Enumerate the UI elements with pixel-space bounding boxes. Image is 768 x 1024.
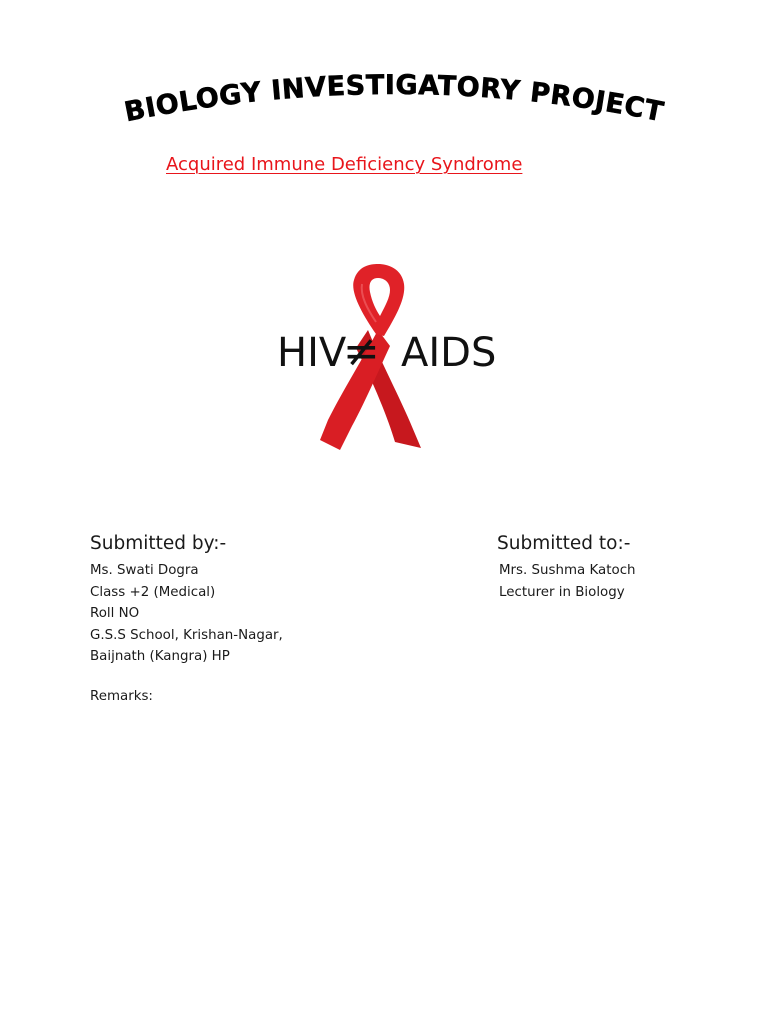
student-class: Class +2 (Medical) bbox=[90, 584, 216, 600]
school-location: Baijnath (Kangra) HP bbox=[90, 649, 230, 664]
remarks-label: Remarks: bbox=[90, 689, 153, 704]
student-name: Ms. Swati Dogra bbox=[90, 563, 199, 578]
school-name: G.S.S School, Krishan-Nagar, bbox=[90, 627, 283, 643]
submitted-to-heading: Submitted to:- bbox=[497, 533, 631, 554]
student-roll-no: Roll NO bbox=[90, 606, 140, 621]
aids-text: AIDS bbox=[401, 330, 497, 376]
teacher-designation: Lecturer in Biology bbox=[499, 584, 625, 600]
submitted-by-details bbox=[90, 560, 283, 668]
arched-title bbox=[84, 66, 704, 136]
submitted-by-heading: Submitted by:- bbox=[90, 533, 227, 554]
project-title: BIOLOGY INVESTIGATORY PROJECT bbox=[121, 69, 667, 129]
project-subtitle: Acquired Immune Deficiency Syndrome bbox=[166, 154, 523, 175]
not-equal-symbol: ≠ bbox=[343, 326, 380, 377]
hiv-text: HIV bbox=[277, 330, 347, 376]
hiv-aids-logo bbox=[270, 262, 506, 454]
submitted-to-details bbox=[499, 560, 636, 603]
teacher-name: Mrs. Sushma Katoch bbox=[499, 563, 636, 578]
svg-text:BIOLOGY INVESTIGATORY PROJECT bbox=[122, 70, 666, 128]
